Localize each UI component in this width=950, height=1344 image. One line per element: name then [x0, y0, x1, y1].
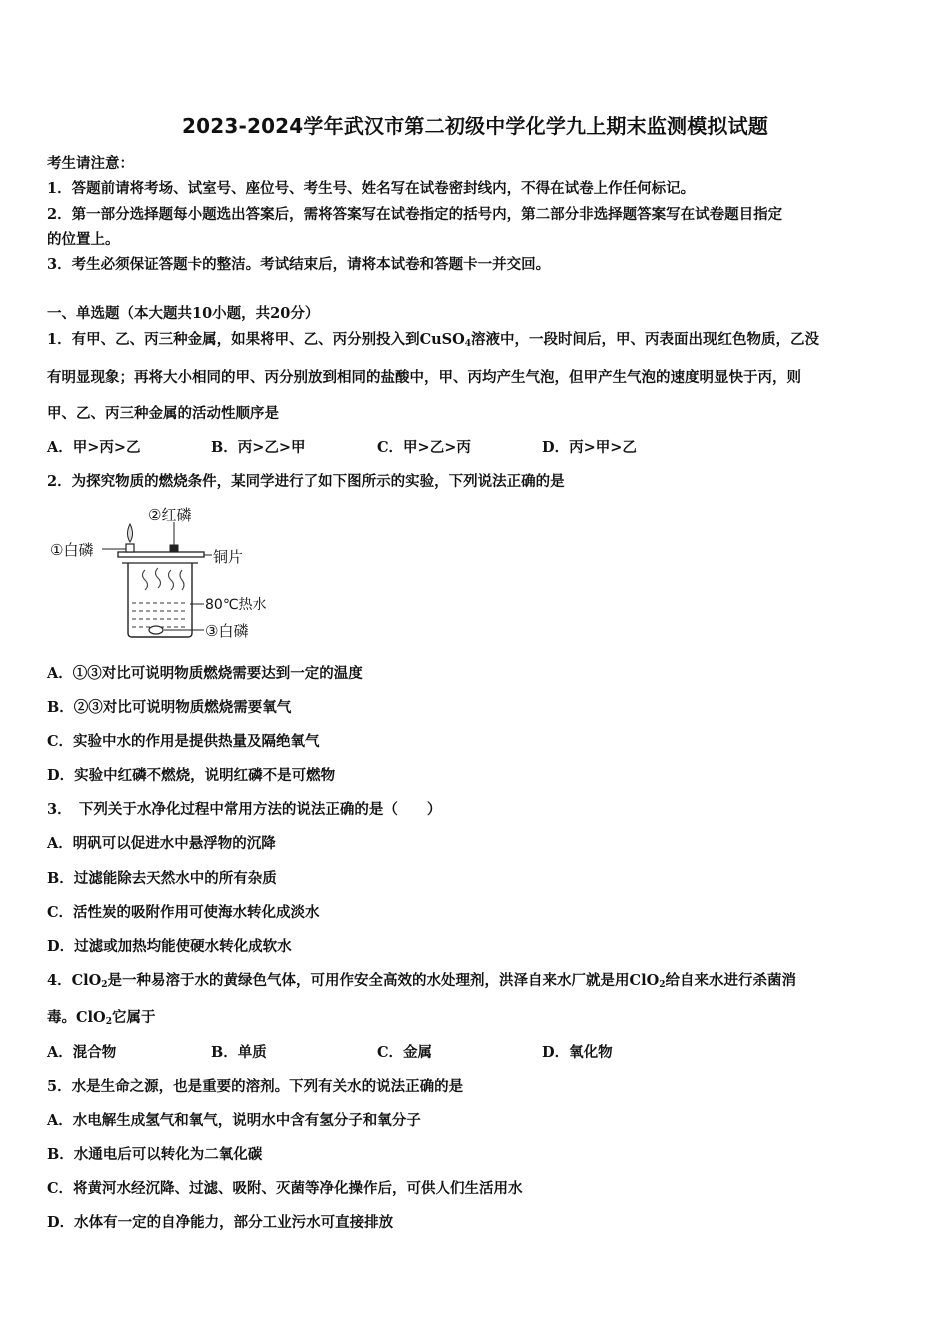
label-red-phosphorus-2: ②红磷 [148, 506, 192, 524]
q3-option-d: D．过滤或加热均能使硬水转化成软水 [47, 938, 292, 955]
label-hot-water: 80℃热水 [205, 597, 267, 613]
white-phosphorus-under-water [149, 626, 163, 634]
q2-option-b: B．②③对比可说明物质燃烧需要氧气 [47, 699, 292, 716]
white-phosphorus-on-plate [126, 544, 134, 552]
q4-l1-sub-2: 2 [659, 980, 666, 990]
notice-heading: 考生请注意： [47, 155, 134, 172]
q4-l2-sub: 2 [105, 1017, 112, 1027]
q5-option-a: A．水电解生成氢气和氧气，说明水中含有氢分子和氧分子 [47, 1112, 421, 1129]
q5-option-c: C．将黄河水经沉降、过滤、吸附、灭菌等净化操作后，可供人们生活用水 [47, 1180, 523, 1197]
vapor-2 [156, 568, 161, 588]
q1-stem-line3: 甲、乙、丙三种金属的活动性顺序是 [47, 405, 279, 422]
q4-l1-sub-1: 2 [101, 980, 108, 990]
q4-l2-part-a: 毒。ClO [47, 1009, 106, 1026]
section-heading: 一、单选题（本大题共10小题，共20分） [47, 305, 320, 322]
combustion-experiment-figure [50, 500, 290, 645]
q2-option-d: D．实验中红磷不燃烧，说明红磷不是可燃物 [47, 767, 336, 784]
notice-item-2-cont: 的位置上。 [47, 231, 120, 248]
q5-option-b: B．水通电后可以转化为二氧化碳 [47, 1146, 263, 1163]
copper-plate [118, 552, 204, 557]
q3-option-a: A．明矾可以促进水中悬浮物的沉降 [47, 835, 276, 852]
q1-option-a: A．甲>丙>乙 [47, 439, 141, 456]
q3-stem: 3． 下列关于水净化过程中常用方法的说法正确的是（ ） [47, 801, 442, 818]
q1-line1-part-b: 溶液中，一段时间后，甲、丙表面出现红色物质，乙没 [471, 331, 820, 348]
page-title: 2023-2024学年武汉市第二初级中学化学九上期末监测模拟试题 [181, 114, 769, 138]
q5-option-d: D．水体有一定的自净能力，部分工业污水可直接排放 [47, 1214, 394, 1231]
label-white-phosphorus-3: ③白磷 [205, 622, 249, 640]
q2-option-c: C．实验中水的作用是提供热量及隔绝氧气 [47, 733, 320, 750]
q4-l2-part-b: 它属于 [111, 1009, 156, 1026]
notice-item-3: 3．考生必须保证答题卡的整洁。考试结束后，请将本试卷和答题卡一并交回。 [47, 256, 551, 273]
q1-line1-subscript: 4 [464, 339, 472, 349]
q4-l1-part-b: 是一种易溶于水的黄绿色气体，可用作安全高效的水处理剂，洪泽自来水厂就是用ClO [107, 972, 660, 989]
q1-option-c: C．甲>乙>丙 [377, 439, 471, 456]
vapor-3 [169, 570, 174, 590]
q4-option-d: D．氧化物 [542, 1044, 613, 1061]
q2-option-a: A．①③对比可说明物质燃烧需要达到一定的温度 [47, 665, 363, 682]
q3-option-c: C．活性炭的吸附作用可使海水转化成淡水 [47, 904, 320, 921]
q3-option-b: B．过滤能除去天然水中的所有杂质 [47, 870, 277, 887]
beaker-outline [128, 563, 192, 637]
red-phosphorus [170, 545, 178, 552]
notice-item-1: 1．答题前请将考场、试室号、座位号、考生号、姓名写在试卷密封线内，不得在试卷上作任何标记。 [47, 180, 696, 197]
q4-option-a: A．混合物 [47, 1044, 117, 1061]
q1-option-d: D．丙>甲>乙 [542, 439, 637, 456]
flame-icon [128, 524, 133, 542]
vapor-1 [143, 570, 148, 590]
notice-item-2: 2．第一部分选择题每小题选出答案后，需将答案写在试卷指定的括号内，第二部分非选择题答案写在试卷题目指定 [47, 206, 783, 223]
q1-option-b: B．丙>乙>甲 [211, 439, 306, 456]
q4-stem-line1 [47, 969, 796, 990]
q1-line1-part-a: 1．有甲、乙、丙三种金属，如果将甲、乙、丙分别投入到CuSO [47, 331, 465, 348]
q4-l1-part-a: 4．ClO [47, 972, 102, 989]
q4-option-c: C．金属 [377, 1044, 433, 1061]
vapor-4 [180, 570, 184, 590]
label-white-phosphorus-1: ①白磷 [50, 541, 94, 559]
q5-stem: 5．水是生命之源，也是重要的溶剂。下列有关水的说法正确的是 [47, 1078, 464, 1095]
q4-l1-part-c: 给自来水进行杀菌消 [665, 972, 796, 989]
q1-stem-line1 [47, 328, 819, 349]
q4-stem-line2 [47, 1006, 155, 1027]
q1-stem-line2: 有明显现象；再将大小相同的甲、丙分别放到相同的盐酸中，甲、丙均产生气泡，但甲产生气泡的速度明显快于丙，则 [47, 369, 801, 386]
label-copper-plate: 铜片 [213, 548, 244, 566]
q4-option-b: B．单质 [211, 1044, 267, 1061]
q2-stem: 2．为探究物质的燃烧条件，某同学进行了如下图所示的实验，下列说法正确的是 [47, 473, 565, 490]
